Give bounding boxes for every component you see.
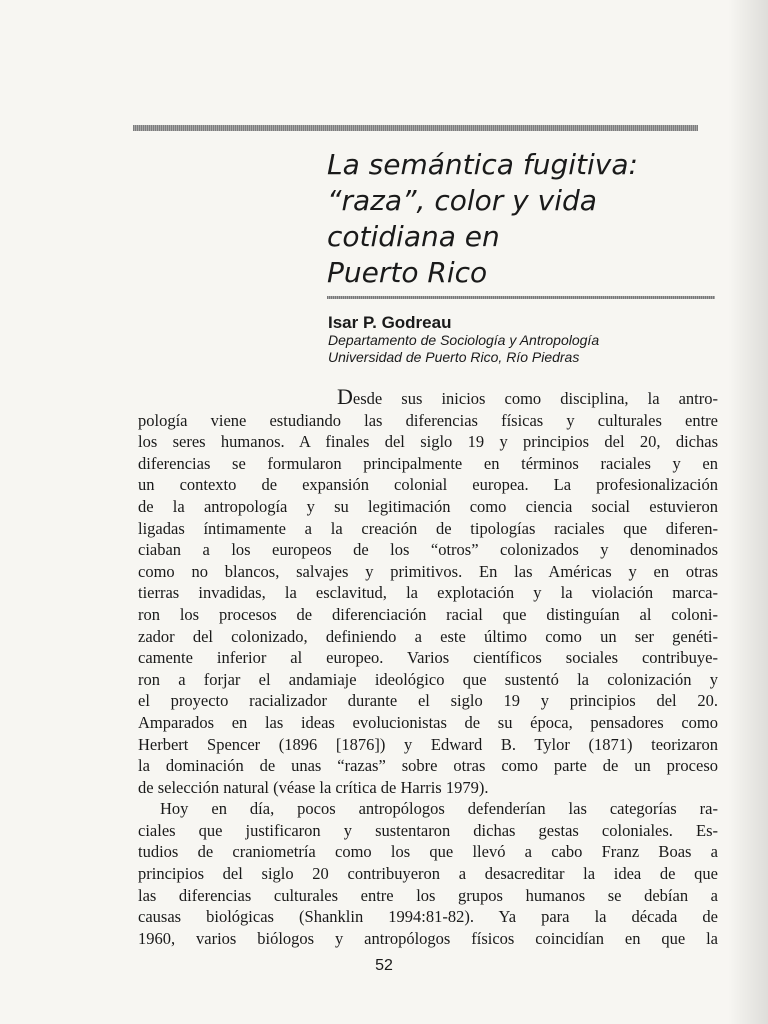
title-line: “raza”, color y vida	[327, 184, 597, 217]
body-line: zador del colonizado, definiendo a este último como un ser genéti-	[138, 626, 718, 646]
body-line: Herbert Spencer (1896 [1876]) y Edward B. Tylor (1871) teorizaron	[138, 734, 718, 754]
affiliation-line: Departamento de Sociología y Antropología	[328, 332, 600, 348]
title-line: Puerto Rico	[327, 256, 488, 289]
page-edge-shadow	[728, 0, 768, 1024]
body-line: la dominación de unas “razas” sobre otras como parte de un proceso	[138, 756, 718, 776]
author-affiliation	[328, 332, 599, 366]
body-line: tierras invadidas, la esclavitud, la explotación y la violación marca-	[138, 583, 718, 603]
title-underline-rule	[327, 296, 715, 299]
article-body	[138, 386, 718, 949]
page-number: 52	[375, 957, 393, 974]
body-line: ciales que justificaron y sustentaron dichas gestas coloniales. Es-	[138, 820, 718, 840]
body-line: un contexto de expansión colonial europea. La profesionalización	[138, 475, 718, 495]
article-title	[327, 147, 727, 291]
body-line	[138, 386, 718, 410]
body-line: diferencias se formularon principalmente en términos raciales y en	[138, 453, 718, 473]
top-decorative-rule	[133, 125, 698, 131]
affiliation-line: Universidad de Puerto Rico, Río Piedras	[328, 349, 580, 365]
author-name: Isar P. Godreau	[328, 313, 452, 332]
body-line: como no blancos, salvajes y primitivos. En las Américas y en otras	[138, 561, 718, 581]
body-line: ron a forjar el andamiaje ideológico que sustentó la colonización y	[138, 669, 718, 689]
body-line: camente inferior al europeo. Varios científicos sociales contribuye-	[138, 648, 718, 668]
body-line: de la antropología y su legitimación como ciencia social estuvieron	[138, 496, 718, 516]
body-line: tudios de craniometría como los que llevó a cabo Franz Boas a	[138, 842, 718, 862]
body-line: el proyecto racializador durante el siglo 19 y principios del 20.	[138, 691, 718, 711]
body-line-text: esde sus inicios como disciplina, la antro-	[352, 389, 718, 408]
body-line: Hoy en día, pocos antropólogos defenderían las categorías ra-	[160, 799, 718, 819]
body-line: causas biológicas (Shanklin 1994:81-82). Ya para la década de	[138, 907, 718, 927]
title-line: cotidiana en	[327, 220, 500, 253]
body-line: 1960, varios biólogos y antropólogos físicos coincidían en que la	[138, 928, 718, 948]
body-line: pología viene estudiando las diferencias físicas y culturales entre	[138, 410, 718, 430]
body-line: ciaban a los europeos de los “otros” colonizados y denominados	[138, 540, 718, 560]
body-line: principios del siglo 20 contribuyeron a desacreditar la idea de que	[138, 864, 718, 884]
body-line: ron los procesos de diferenciación racial que distinguían al coloni-	[138, 604, 718, 624]
body-line: de selección natural (véase la crítica de Harris 1979).	[138, 777, 489, 797]
body-line: los seres humanos. A finales del siglo 19 y principios del 20, dichas	[138, 432, 718, 452]
title-line: La semántica fugitiva:	[327, 148, 638, 181]
body-line: Amparados en las ideas evolucionistas de su época, pensadores como	[138, 712, 718, 732]
body-line: las diferencias culturales entre los grupos humanos se debían a	[138, 885, 718, 905]
body-line: ligadas íntimamente a la creación de tipologías raciales que diferen-	[138, 518, 718, 538]
drop-cap: D	[337, 384, 353, 409]
